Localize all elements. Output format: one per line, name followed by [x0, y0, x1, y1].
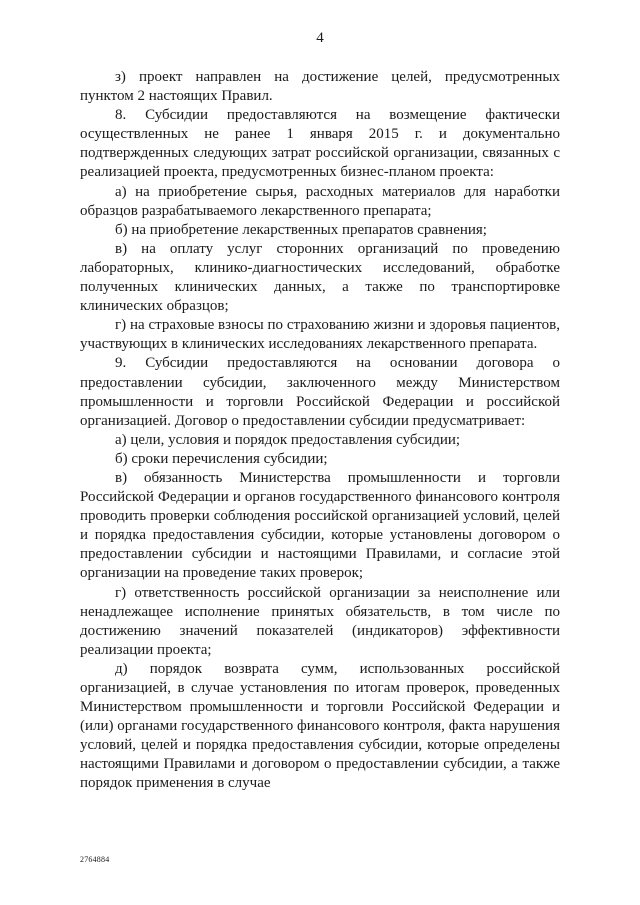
page-number: 4	[316, 30, 324, 46]
paragraph-z: з) проект направлен на достижение целей, предусмотренных пунктом 2 настоящих Правил.	[80, 69, 560, 105]
paragraph-9b: б) сроки перечисления субсидии;	[115, 450, 328, 467]
paragraph-9: 9. Субсидии предоставляются на основании договора о предоставлении субсидии, заключенного между Министерством промышленности и торговли Российской Федерации и российской организацией. Договор о предоставлении субсидии предусматривает:	[80, 355, 560, 429]
paragraph-9g: г) ответственность российской организации за неисполнение или ненадлежащее исполнение принятых обязательств, в том числе по достижению значений показателей (индикаторов) эффективности реализации проекта;	[80, 584, 560, 658]
paragraph-8g: г) на страховые взносы по страхованию жизни и здоровья пациентов, участвующих в клинических исследованиях лекарственного препарата.	[80, 317, 560, 353]
paragraph-9v: в) обязанность Министерства промышленности и торговли Российской Федерации и органов государственного финансового контроля проводить проверки соблюдения российской организацией условий, целей и порядка предоставления субсидии, которые установлены договором о предоставлении субсидии и настоящими Правилами, и согласие этой организации на проведение таких проверок;	[80, 469, 560, 582]
paragraph-8v: в) на оплату услуг сторонних организаций по проведению лабораторных, клинико-диагностических исследований, обработке полученных клинических данных, а также по транспортировке клинических образцов;	[80, 240, 560, 315]
paragraph-8b: б) на приобретение лекарственных препаратов сравнения;	[115, 221, 487, 238]
paragraph-8: 8. Субсидии предоставляются на возмещение фактически осуществленных не ранее 1 января 2015 г. и документально подтвержденных следующих затрат российской организации, связанных с реализацией проекта, предусмотренных бизнес-планом проекта:	[80, 107, 560, 181]
paragraph-9a: а) цели, условия и порядок предоставления субсидии;	[115, 431, 461, 448]
document-body	[80, 68, 560, 794]
paragraph-8a: а) на приобретение сырья, расходных материалов для наработки образцов разрабатываемого лекарственного препарата;	[80, 183, 560, 219]
paragraph-9d: д) порядок возврата сумм, использованных российской организацией, в случае установления по итогам проверок, проведенных Министерством промышленности и торговли Российской Федерации и (или) органами государственного финансового контроля, факта нарушения условий, целей и порядка предоставления субсидии, которые определены настоящими Правилами и договором о предоставлении субсидии, а также порядок применения в случае	[80, 660, 560, 792]
document-code: 2764884	[80, 855, 110, 864]
